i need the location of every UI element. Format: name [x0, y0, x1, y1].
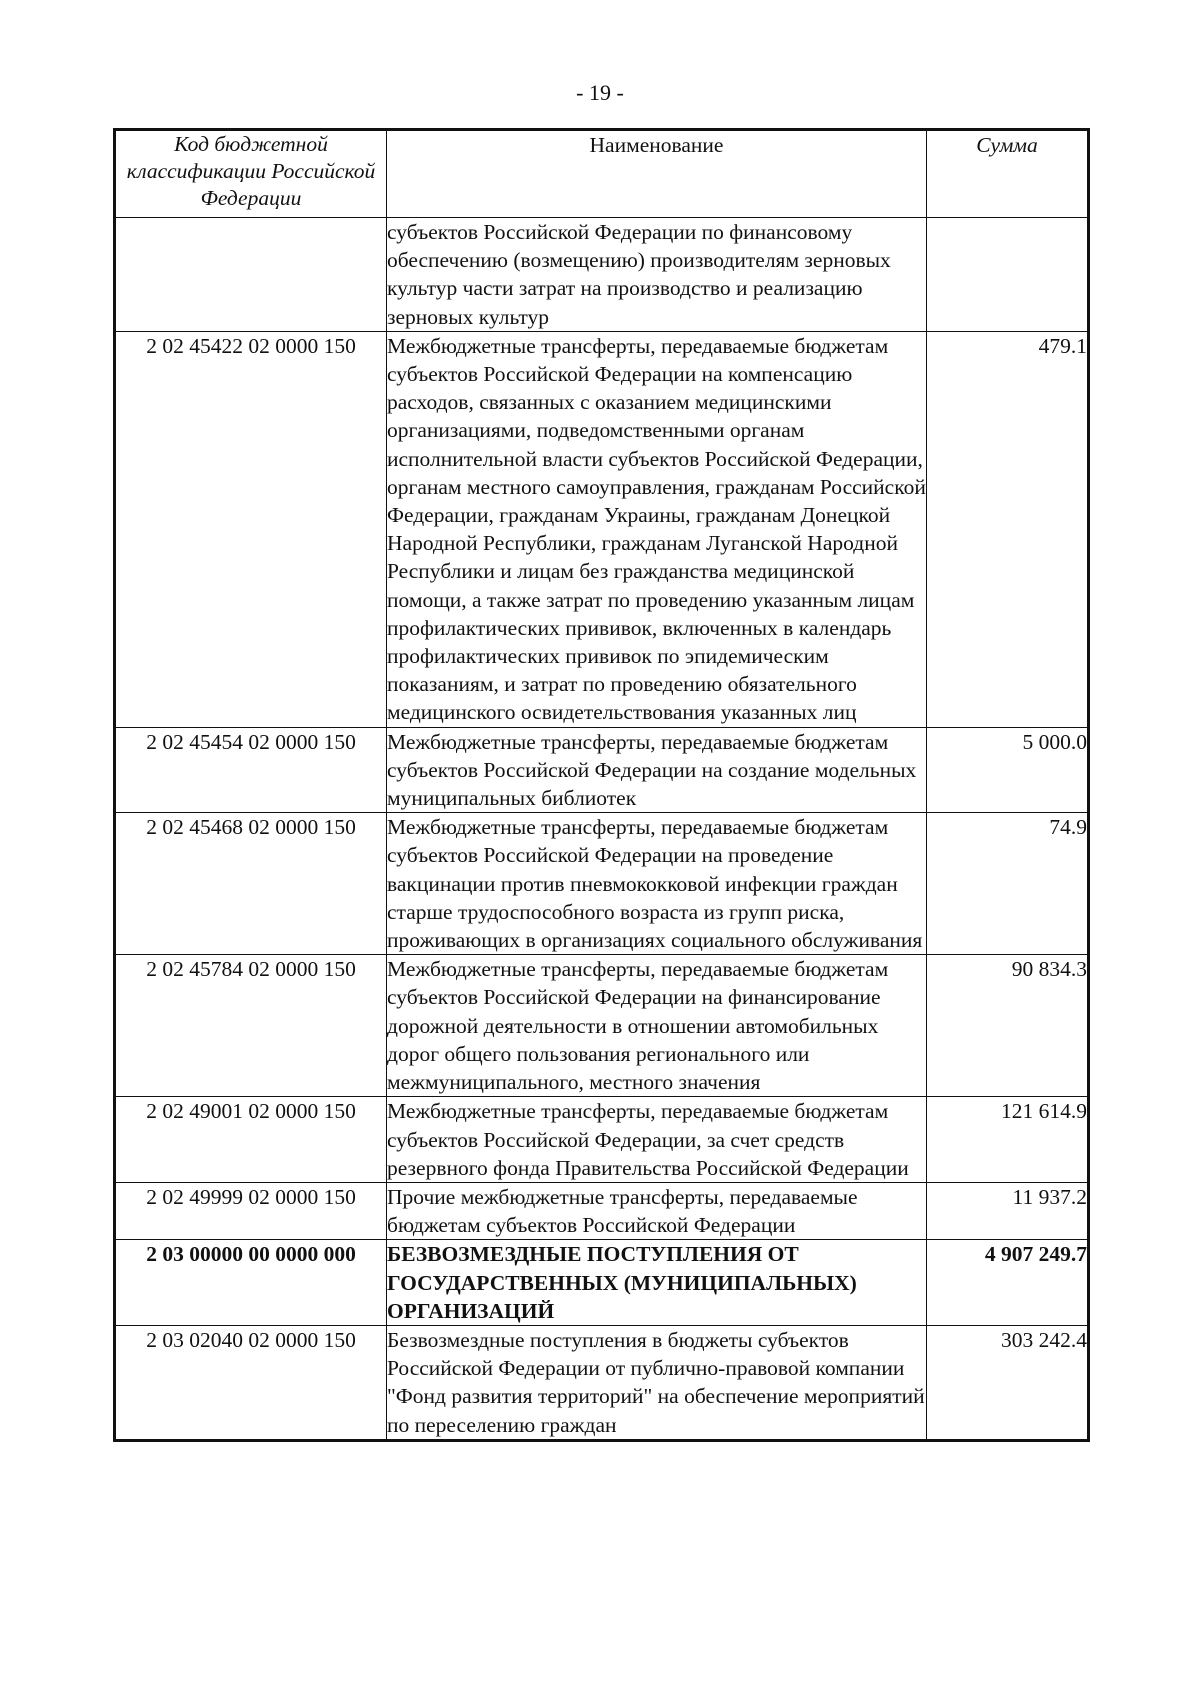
- header-code: Код бюджетной классификации Российской Федерации: [115, 130, 387, 218]
- table-row: [115, 1182, 1089, 1239]
- page-number: - 19 -: [576, 80, 624, 105]
- row-sum: 303 242.4: [927, 1325, 1089, 1440]
- table-row: [115, 727, 1089, 813]
- row-name: Безвозмездные поступления в бюджеты субъектов Российской Федерации от публично-правовой компании "Фонд развития территорий" на обеспечение мероприятий по переселению граждан: [387, 1325, 927, 1440]
- row-name: Межбюджетные трансферты, передаваемые бюджетам субъектов Российской Федерации на финансирование дорожной деятельности в отношении автомобильных дорог общего пользования регионального или межмуниципального, местного значения: [387, 955, 927, 1097]
- row-name: Межбюджетные трансферты, передаваемые бюджетам субъектов Российской Федерации, за счет средств резервного фонда Правительства Российской Федерации: [387, 1097, 927, 1183]
- table-header: [115, 130, 1089, 218]
- budget-table: [113, 128, 1090, 1442]
- row-sum: [927, 218, 1089, 332]
- row-sum: 4 907 249.7: [927, 1240, 1089, 1326]
- row-code: 2 02 49001 02 0000 150: [115, 1097, 387, 1183]
- row-name: Прочие межбюджетные трансферты, передаваемые бюджетам субъектов Российской Федерации: [387, 1182, 927, 1239]
- table-row-total: [115, 1240, 1089, 1326]
- row-code: 2 02 45454 02 0000 150: [115, 727, 387, 813]
- header-sum: Сумма: [927, 130, 1089, 218]
- header-name: Наименование: [387, 130, 927, 218]
- row-sum: 90 834.3: [927, 955, 1089, 1097]
- table-row: [115, 813, 1089, 955]
- row-name: Межбюджетные трансферты, передаваемые бюджетам субъектов Российской Федерации на компенсацию расходов, связанных с оказанием медицинскими организациями, подведомственными органам исполнительной власти субъектов Российской Федерации, органам местного самоуправления, гражданам Российской Федерации, гражданам Украины, гражданам Донецкой Народной Республики, гражданам Луганской Народной Республики и лицам без гражданства медицинской помощи, а также затрат по проведению указанным лицам профилактических прививок, включенных в календарь профилактических прививок по эпидемическим показаниям, и затрат по проведению обязательного медицинского освидетельствования указанных лиц: [387, 331, 927, 727]
- row-code: 2 02 49999 02 0000 150: [115, 1182, 387, 1239]
- row-code: 2 02 45784 02 0000 150: [115, 955, 387, 1097]
- table-row: [115, 1325, 1089, 1440]
- row-name: БЕЗВОЗМЕЗДНЫЕ ПОСТУПЛЕНИЯ ОТ ГОСУДАРСТВЕННЫХ (МУНИЦИПАЛЬНЫХ) ОРГАНИЗАЦИЙ: [387, 1240, 927, 1326]
- row-code: 2 03 00000 00 0000 000: [115, 1240, 387, 1326]
- row-code: 2 02 45468 02 0000 150: [115, 813, 387, 955]
- row-code: 2 03 02040 02 0000 150: [115, 1325, 387, 1440]
- table-row: [115, 218, 1089, 332]
- row-name: Межбюджетные трансферты, передаваемые бюджетам субъектов Российской Федерации на проведение вакцинации против пневмококковой инфекции граждан старше трудоспособного возраста из групп риска, проживающих в организациях социального обслуживания: [387, 813, 927, 955]
- table-row: [115, 955, 1089, 1097]
- row-sum: 479.1: [927, 331, 1089, 727]
- table-row: [115, 1097, 1089, 1183]
- row-code: 2 02 45422 02 0000 150: [115, 331, 387, 727]
- row-sum: 121 614.9: [927, 1097, 1089, 1183]
- row-name: субъектов Российской Федерации по финансовому обеспечению (возмещению) производителям зерновых культур части затрат на производство и реализацию зерновых культур: [387, 218, 927, 332]
- row-code: [115, 218, 387, 332]
- row-sum: 74.9: [927, 813, 1089, 955]
- table-row: [115, 331, 1089, 727]
- row-sum: 11 937.2: [927, 1182, 1089, 1239]
- row-name: Межбюджетные трансферты, передаваемые бюджетам субъектов Российской Федерации на создание модельных муниципальных библиотек: [387, 727, 927, 813]
- row-sum: 5 000.0: [927, 727, 1089, 813]
